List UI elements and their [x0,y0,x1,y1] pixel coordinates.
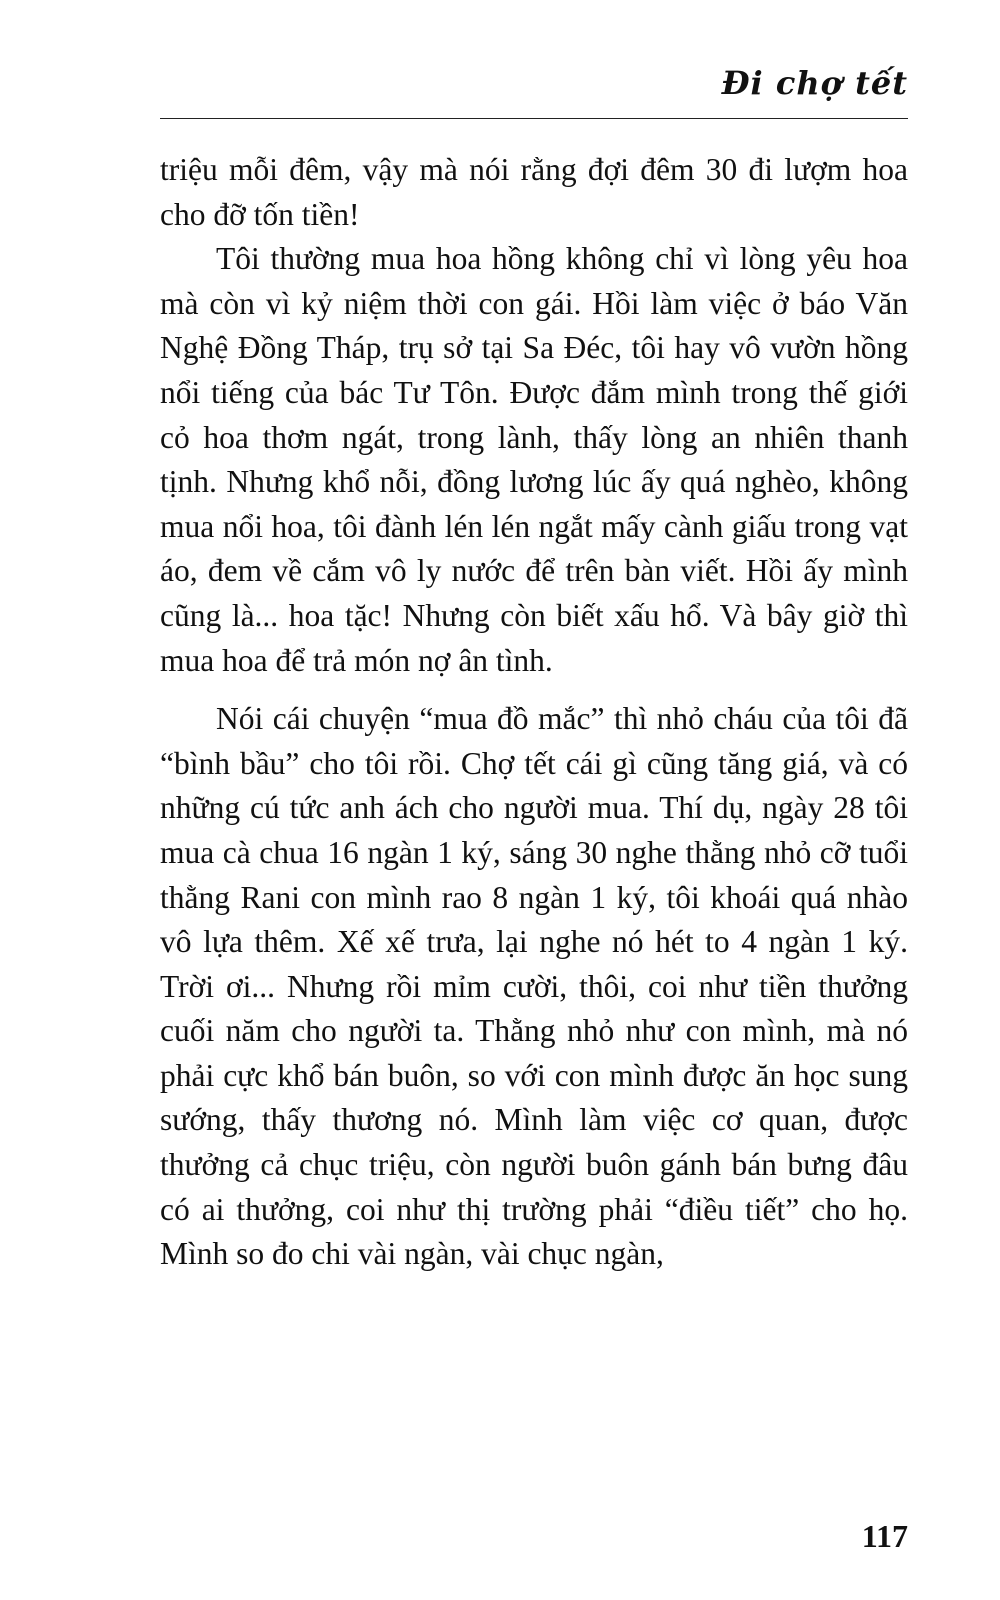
running-header-title: Đi chợ tết [721,64,908,102]
header-divider [160,118,908,119]
page-body [160,148,908,1277]
paragraph-continuation: triệu mỗi đêm, vậy mà nói rằng đợi đêm 30 đi lượm hoa cho đỡ tốn tiền! [160,152,908,232]
paragraph: Nói cái chuyện “mua đồ mắc” thì nhỏ cháu của tôi đã “bình bầu” cho tôi rồi. Chợ tết cái gì cũng tăng giá, và có những cú tức anh ách cho người mua. Thí dụ, ngày 28 tôi mua cà chua 16 ngàn 1 ký, sáng 30 nghe thằng nhỏ cỡ tuổi thằng Rani con mình rao 8 ngàn 1 ký, tôi khoái quá nhào vô lựa thêm. Xế xế trưa, lại nghe nó hét to 4 ngàn 1 ký. Trời ơi... Nhưng rồi mỉm cười, thôi, coi như tiền thưởng cuối năm cho người ta. Thằng nhỏ như con mình, mà nó phải cực khổ bán buôn, so với con mình được ăn học sung sướng, thấy thương nó. Mình làm việc cơ quan, được thưởng cả chục triệu, còn người buôn gánh bán bưng đâu có ai thưởng, coi như thị trường phải “điều tiết” cho họ. Mình so đo chi vài ngàn, vài chục ngàn, [160,701,908,1272]
page-number: 117 [861,1518,908,1554]
paragraph: Tôi thường mua hoa hồng không chỉ vì lòng yêu hoa mà còn vì kỷ niệm thời con gái. Hồi làm việc ở báo Văn Nghệ Đồng Tháp, trụ sở tại Sa Đéc, tôi hay vô vườn hồng nổi tiếng của bác Tư Tôn. Được đắm mình trong thế giới cỏ hoa thơm ngát, trong lành, thấy lòng an nhiên thanh tịnh. Nhưng khổ nỗi, đồng lương lúc ấy quá nghèo, không mua nổi hoa, tôi đành lén lén ngắt mấy cành giấu trong vạt áo, đem về cắm vô ly nước để trên bàn viết. Hồi ấy mình cũng là... hoa tặc! Nhưng còn biết xấu hổ. Và bây giờ thì mua hoa để trả món nợ ân tình. [160,241,908,678]
